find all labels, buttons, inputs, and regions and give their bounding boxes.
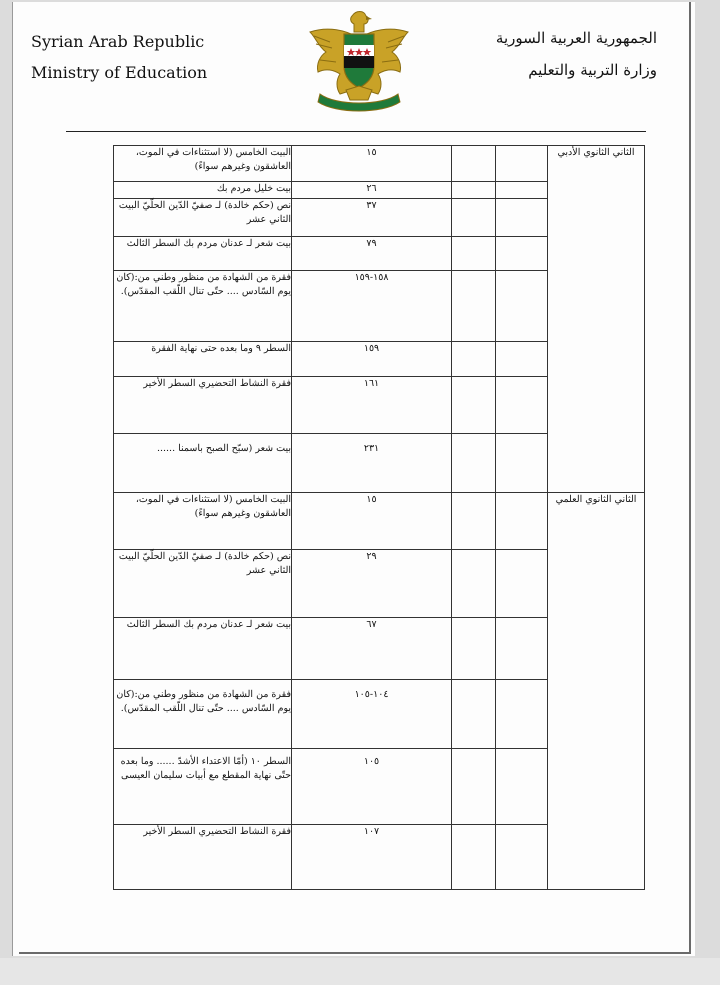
empty-cell (452, 825, 496, 890)
excerpt-cell: بيت شعر (سبّح الصبح باسمنا ...... (114, 434, 292, 493)
excerpt-cell: السطر ١٠ (أمّا الاعتداء الأشدّ ...... وما بعده حتّى نهاية المقطع مع أبيات سليمان العيسى (114, 749, 292, 825)
excerpt-cell: البيت الخامس (لا استثناءات في الموت، العاشقون وغيرهم سواءً) (114, 146, 292, 182)
excerpt-cell: السطر ٩ وما بعده حتى نهاية الفقرة (114, 342, 292, 377)
empty-cell (496, 237, 548, 271)
page-cell: ١٠٤-١٠٥ (292, 680, 452, 749)
page-cell: ٧٩ (292, 237, 452, 271)
excerpt-cell: بيت خليل مردم بك (114, 182, 292, 199)
empty-cell (452, 493, 496, 550)
curriculum-table (113, 145, 645, 890)
excerpt-cell: بيت شعر لـ عدنان مردم بك السطر الثالث (114, 618, 292, 680)
excerpt-cell: نص (حكم خالدة) لـ صفيّ الدّين الحلّيّ البيت الثاني عشر (114, 199, 292, 237)
empty-cell (452, 146, 496, 182)
page-cell: ٢٣١ (292, 434, 452, 493)
empty-cell (496, 146, 548, 182)
class-label-scientific: الثاني الثانوي العلمي (548, 493, 645, 890)
page-cell: ٦٧ (292, 618, 452, 680)
empty-cell (496, 271, 548, 342)
empty-cell (452, 680, 496, 749)
page-cell: ٣٧ (292, 199, 452, 237)
table-row (114, 146, 645, 182)
excerpt-cell: فقرة النشاط التحضيري السطر الأخير (114, 825, 292, 890)
empty-cell (452, 342, 496, 377)
empty-cell (496, 550, 548, 618)
page-cell: ١٥٨-١٥٩ (292, 271, 452, 342)
scan-background (0, 958, 720, 985)
excerpt-cell: البيت الخامس (لا استثناءات في الموت، العاشقون وغيرهم سواءً) (114, 493, 292, 550)
page-cell: ١٠٥ (292, 749, 452, 825)
empty-cell (496, 342, 548, 377)
excerpt-cell: فقرة من الشهادة من منظور وطني من:(كان يوم السّادس .... حتّى تنال اللّقب المقدّس). (114, 271, 292, 342)
excerpt-cell: فقرة من الشهادة من منظور وطني من:(كان يوم السّادس .... حتّى تنال اللّقب المقدّس). (114, 680, 292, 749)
header-arabic (496, 22, 657, 86)
eagle-emblem-icon (306, 8, 412, 116)
excerpt-cell: نص (حكم خالدة) لـ صفيّ الدّين الحلّيّ البيت الثاني عشر (114, 550, 292, 618)
header-country-ar: الجمهورية العربية السورية (495, 29, 657, 47)
header-ministry-en: Ministry of Education (31, 63, 208, 82)
page-cell: ٢٦ (292, 182, 452, 199)
header-divider (66, 131, 646, 132)
empty-cell (452, 237, 496, 271)
empty-cell (452, 550, 496, 618)
empty-cell (496, 434, 548, 493)
empty-cell (496, 493, 548, 550)
header-country-en: Syrian Arab Republic (31, 32, 205, 51)
page-cell: ١٥ (292, 493, 452, 550)
empty-cell (496, 199, 548, 237)
empty-cell (496, 749, 548, 825)
excerpt-cell: بيت شعر لـ عدنان مردم بك السطر الثالث (114, 237, 292, 271)
empty-cell (496, 377, 548, 434)
header-english (31, 26, 207, 88)
empty-cell (452, 618, 496, 680)
page-cell: ١٠٧ (292, 825, 452, 890)
empty-cell (496, 825, 548, 890)
empty-cell (452, 199, 496, 237)
page-cell: ٢٩ (292, 550, 452, 618)
class-label-literary: الثاني الثانوي الأدبي (548, 146, 645, 493)
empty-cell (452, 749, 496, 825)
excerpt-cell: فقرة النشاط التحضيري السطر الأخير (114, 377, 292, 434)
empty-cell (496, 182, 548, 199)
empty-cell (452, 434, 496, 493)
header-ministry-ar: وزارة التربية والتعليم (528, 61, 657, 79)
empty-cell (452, 182, 496, 199)
empty-cell (496, 618, 548, 680)
empty-cell (452, 271, 496, 342)
table-row (114, 493, 645, 550)
empty-cell (452, 377, 496, 434)
page-cell: ١٥٩ (292, 342, 452, 377)
page-cell: ١٦١ (292, 377, 452, 434)
page-cell: ١٥ (292, 146, 452, 182)
empty-cell (496, 680, 548, 749)
